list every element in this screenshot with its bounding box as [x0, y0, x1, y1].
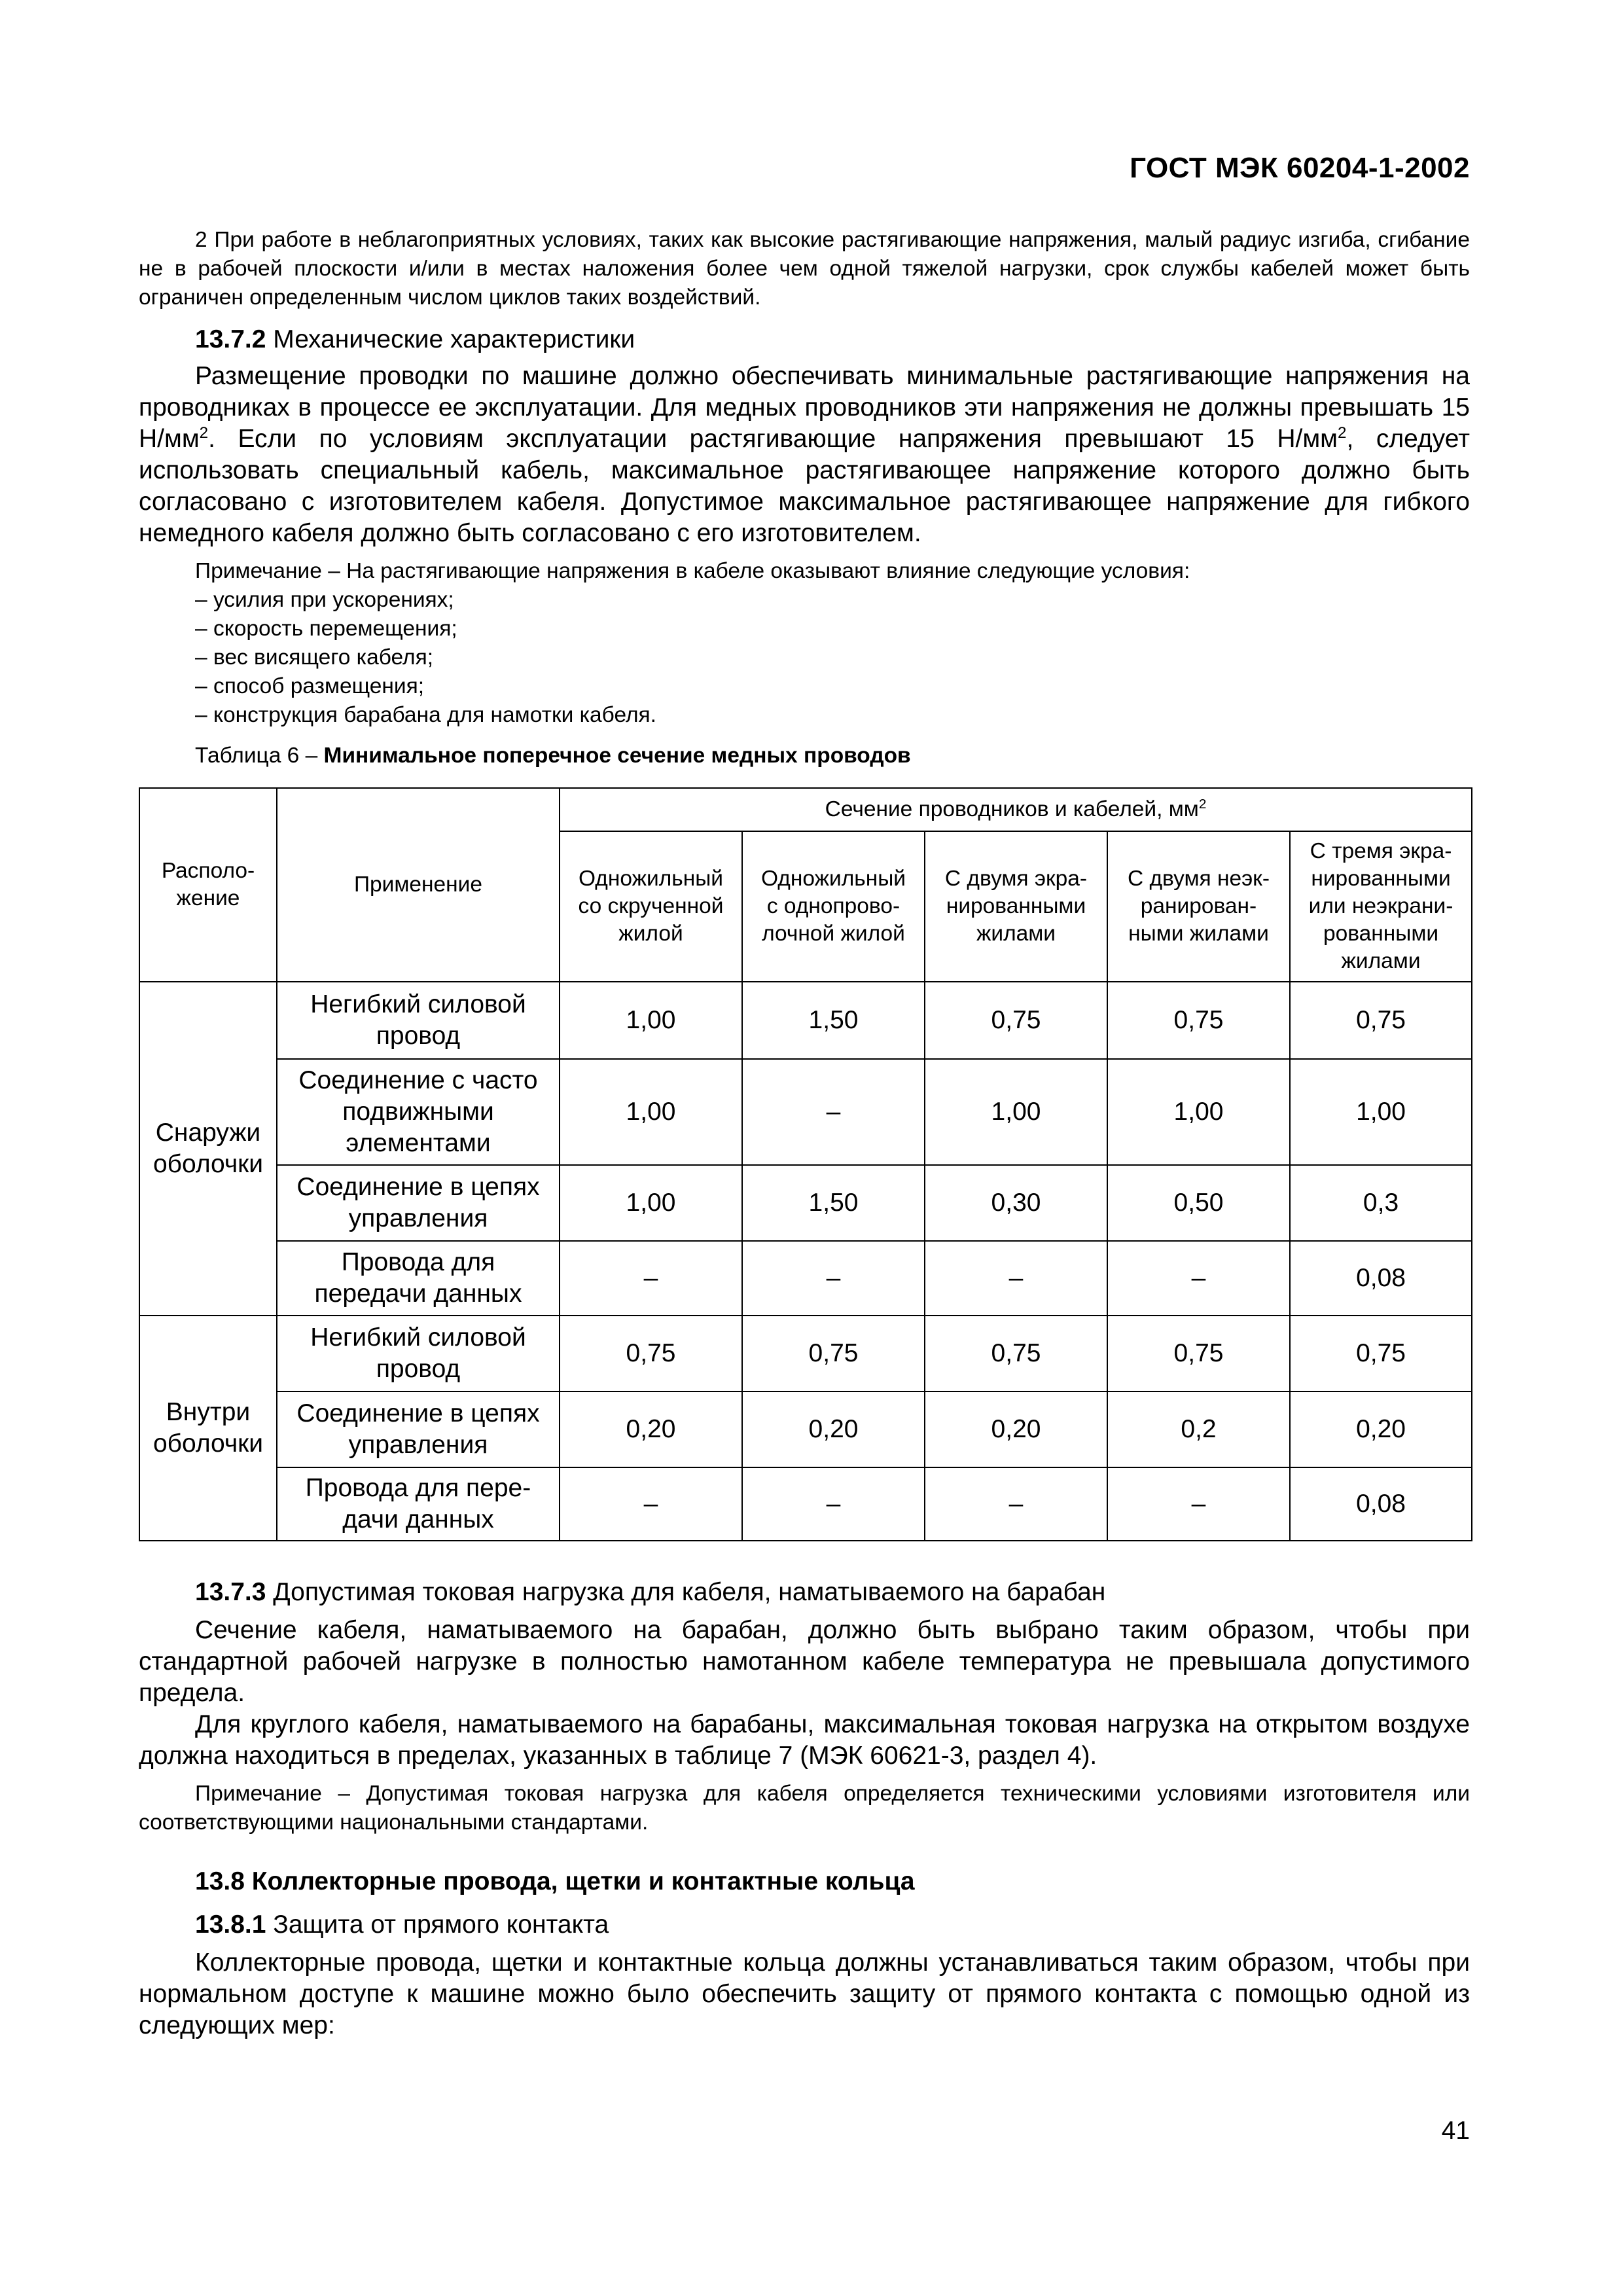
value-cell: 1,00: [1290, 1059, 1472, 1165]
table-row: [139, 1391, 1472, 1467]
location-cell: [139, 1316, 277, 1541]
section-13-8-heading: 13.8 Коллекторные провода, щетки и контактные кольца: [195, 1867, 915, 1895]
table-row: [139, 1467, 1472, 1541]
value-cell: 1,50: [742, 1165, 925, 1241]
value-cell: 0,75: [925, 982, 1107, 1059]
column-header-type-5: [1290, 831, 1472, 982]
value-cell: 0,08: [1290, 1467, 1472, 1541]
column-header-type-2: [742, 831, 925, 982]
value-cell: –: [925, 1467, 1107, 1541]
cross-section-table: [139, 787, 1472, 1541]
location-cell: [139, 982, 277, 1316]
list-item: – вес висящего кабеля;: [195, 645, 434, 670]
table-row: [139, 982, 1472, 1059]
value-cell: –: [742, 1059, 925, 1165]
application-cell: [277, 1059, 560, 1165]
value-cell: 0,50: [1107, 1165, 1290, 1241]
value-cell: 0,20: [742, 1391, 925, 1467]
header-text: С тремя экра- нированными или неэкрани- рованными жилами: [1308, 839, 1454, 973]
cell-text: Соединение с часто подвижными элементами: [298, 1066, 538, 1157]
section-13-8-1-heading: [139, 1909, 1470, 1941]
table-row: [139, 1059, 1472, 1165]
application-cell: [277, 1316, 560, 1391]
value-cell: 0,20: [925, 1391, 1107, 1467]
cell-text: Соединение в цепях управления: [296, 1399, 540, 1459]
cell-text: Внутри оболочки: [152, 1398, 264, 1458]
value-cell: 0,75: [742, 1316, 925, 1391]
value-cell: 0,75: [1107, 982, 1290, 1059]
value-cell: 1,00: [925, 1059, 1107, 1165]
header-text: Применение: [353, 872, 483, 897]
note-intro: Примечание – На растягивающие напряжения в кабеле оказывают влияние следующие условия:: [195, 559, 1190, 583]
value-cell: –: [742, 1467, 925, 1541]
note-continued: 2 При работе в неблагоприятных условиях, таких как высокие растягивающие напряжения, малый радиус изгиба, сгибание не в рабочей плоскости и/или в местах наложения более чем одной тяжелой нагрузки, срок службы кабелей может быть ограничен определенным числом циклов таких воздействий.: [139, 228, 1470, 310]
header-text: С двумя экра- нированными жилами: [944, 867, 1088, 946]
column-header-type-1: [560, 831, 742, 982]
application-cell: [277, 1241, 560, 1316]
paragraph-text: , следует использовать специальный кабель, максимальное растягивающее напряжение которого должно быть согласовано с изготовителем кабеля. Допустимое максимальное растягивающее напряжение для гибкого немедного кабеля должно быть согласовано с его изготовителем.: [139, 425, 1470, 547]
cell-text: Провода для пере- дачи данных: [305, 1474, 531, 1534]
cell-text: Негибкий силовой провод: [310, 1323, 526, 1383]
section-13-8-1-paragraph: Коллекторные провода, щетки и контактные кольца должны устанавливаться таким образом, чтобы при нормальном доступе к машине можно было обеспечить защиту от прямого контакта с помощью одной из следующих мер:: [139, 1948, 1470, 2039]
section-13-7-3-heading: [139, 1577, 1470, 1608]
section-title: Механические характеристики: [266, 325, 635, 353]
section-title: Допустимая токовая нагрузка для кабеля, наматываемого на барабан: [266, 1578, 1106, 1606]
page-number: 41: [1441, 2117, 1470, 2145]
section-13-7-3-paragraph-1: Сечение кабеля, наматываемого на барабан, должно быть выбрано таким образом, чтобы при стандартной рабочей нагрузке в полностью намотанном кабеле температура не превышала допустимого предела.: [139, 1616, 1470, 1707]
header-text: Располо- жение: [161, 859, 255, 910]
cell-text: Соединение в цепях управления: [296, 1173, 540, 1232]
value-cell: 0,20: [560, 1391, 742, 1467]
column-header-type-3: [925, 831, 1107, 982]
note-list: [139, 586, 1470, 730]
header-text: С двумя неэк- ранирован- ными жилами: [1128, 867, 1270, 946]
column-header-application: [277, 788, 560, 982]
section-13-7-3-paragraph-2: Для круглого кабеля, наматываемого на барабаны, максимальная токовая нагрузка на открытом воздухе должна находиться в пределах, указанных в таблице 7 (МЭК 60621-3, раздел 4).: [139, 1710, 1470, 1770]
superscript: 2: [1198, 796, 1207, 812]
application-cell: [277, 1391, 560, 1467]
header-text: Одножильный с однопрово- лочной жилой: [760, 867, 906, 946]
value-cell: 0,75: [1290, 1316, 1472, 1391]
value-cell: 1,00: [560, 1059, 742, 1165]
value-cell: –: [742, 1241, 925, 1316]
application-cell: [277, 982, 560, 1059]
value-cell: 0,75: [1290, 982, 1472, 1059]
list-item: – скорость перемещения;: [195, 617, 457, 641]
value-cell: –: [560, 1241, 742, 1316]
list-item: – способ размещения;: [195, 674, 425, 698]
column-header-location: [139, 788, 277, 982]
column-group-header: [560, 788, 1472, 831]
table-caption-prefix: Таблица 6 –: [195, 744, 324, 768]
page-content: [139, 226, 1470, 2041]
value-cell: 0,3: [1290, 1165, 1472, 1241]
application-cell: [277, 1165, 560, 1241]
section-number: 13.7.3: [195, 1578, 266, 1606]
value-cell: 0,08: [1290, 1241, 1472, 1316]
value-cell: –: [1107, 1241, 1290, 1316]
value-cell: 0,30: [925, 1165, 1107, 1241]
paragraph-text: . Если по условиям эксплуатации растягивающие напряжения превышают 15 Н/мм: [208, 425, 1338, 453]
paragraph-text: Размещение проводки по машине должно обеспечивать минимальные растягивающие напряжения на проводниках в процессе ее эксплуатации. Для медных проводников эти напряжения не должны превышать 15 Н/мм: [139, 362, 1470, 453]
cell-text: Снаружи оболочки: [152, 1119, 264, 1178]
value-cell: 1,00: [560, 1165, 742, 1241]
section-number: 13.8.1: [195, 1910, 266, 1939]
value-cell: 0,2: [1107, 1391, 1290, 1467]
header-text: Одножильный со скрученной жилой: [578, 867, 724, 946]
value-cell: 0,75: [1107, 1316, 1290, 1391]
header-text: Сечение проводников и кабелей, мм: [825, 797, 1199, 821]
section-13-7-2-heading: [139, 324, 1470, 355]
value-cell: 1,00: [1107, 1059, 1290, 1165]
value-cell: 0,75: [560, 1316, 742, 1391]
value-cell: –: [925, 1241, 1107, 1316]
table-caption-title: Минимальное поперечное сечение медных проводов: [323, 744, 911, 768]
value-cell: –: [560, 1467, 742, 1541]
value-cell: 0,20: [1290, 1391, 1472, 1467]
standard-header: ГОСТ МЭК 60204-1-2002: [1130, 152, 1470, 184]
table-row: [139, 1241, 1472, 1316]
column-header-type-4: [1107, 831, 1290, 982]
section-13-7-3-note: Примечание – Допустимая токовая нагрузка для кабеля определяется техническими условиями изготовителя или соответствующими национальными стандартами.: [139, 1782, 1470, 1835]
application-cell: [277, 1467, 560, 1541]
table-row: [139, 1165, 1472, 1241]
table-row: [139, 1316, 1472, 1391]
list-item: – усилия при ускорениях;: [195, 588, 454, 612]
cell-text: Провода для передачи данных: [314, 1248, 522, 1308]
list-item: – конструкция барабана для намотки кабеля.: [195, 703, 656, 727]
value-cell: 1,00: [560, 982, 742, 1059]
value-cell: –: [1107, 1467, 1290, 1541]
value-cell: 0,75: [925, 1316, 1107, 1391]
value-cell: 1,50: [742, 982, 925, 1059]
superscript: 2: [199, 424, 209, 442]
table-caption: [139, 742, 1470, 770]
section-title: Защита от прямого контакта: [266, 1910, 609, 1939]
section-13-7-2-paragraph: [139, 361, 1470, 549]
superscript: 2: [1337, 424, 1347, 442]
cell-text: Негибкий силовой провод: [310, 990, 526, 1050]
section-number: 13.7.2: [195, 325, 266, 353]
